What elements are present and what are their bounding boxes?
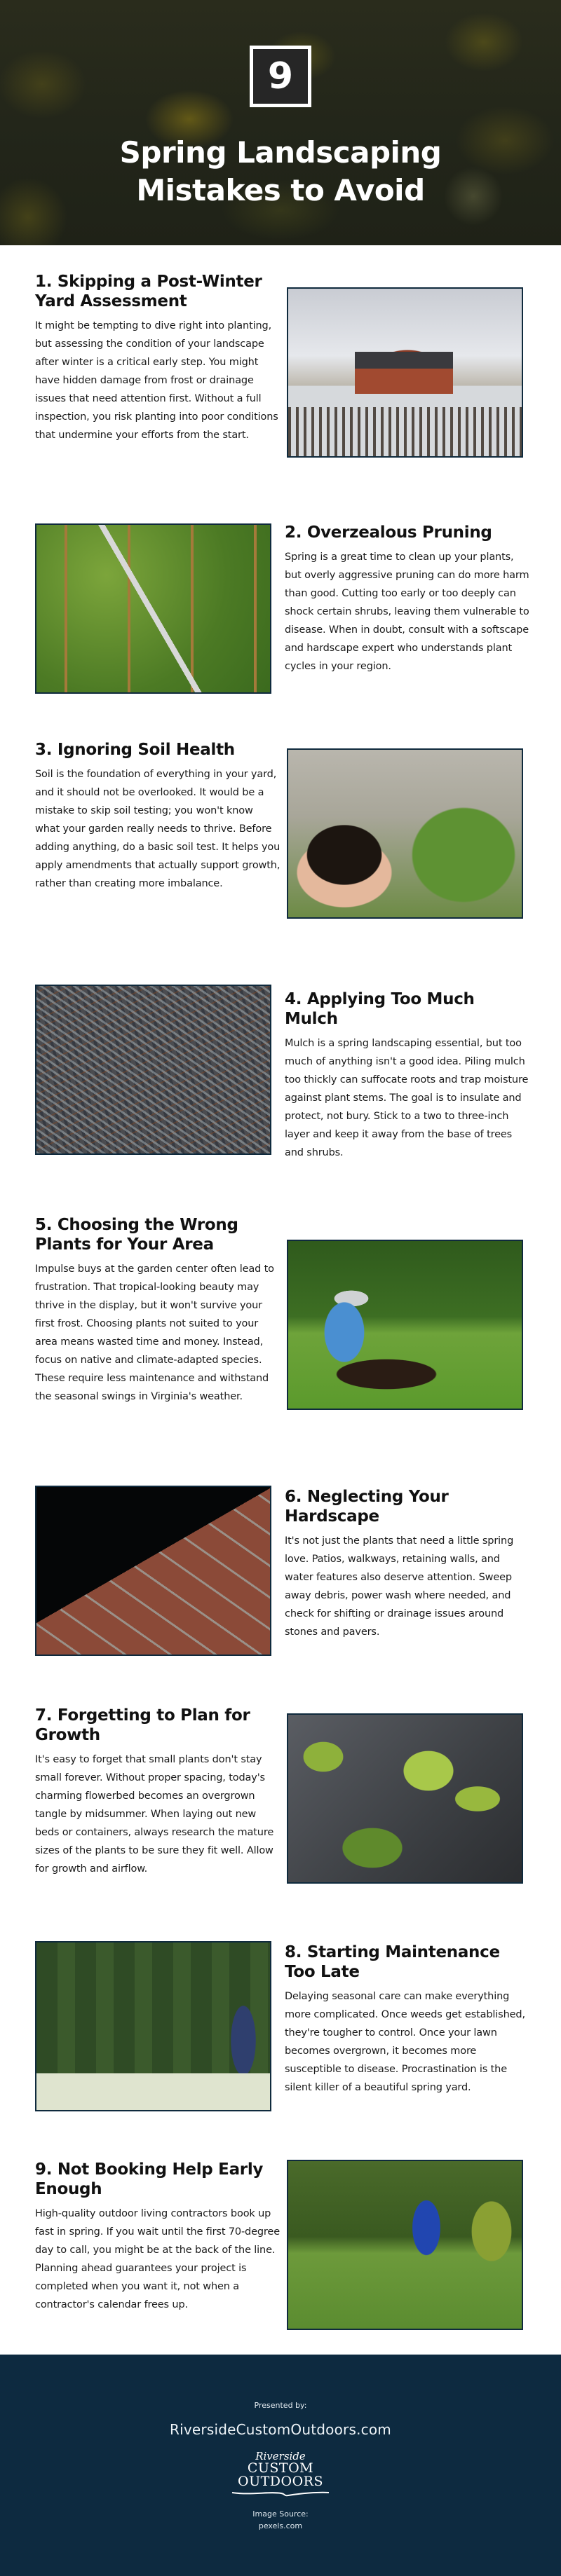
company-logo	[228, 2451, 333, 2503]
mistake-section-7	[0, 1689, 561, 1913]
section-body: It's easy to forget that small plants don't stay small forever. Without proper spacing, today's charming flowerbed becomes an overgrown tangle by midsummer. When laying out new beds or containers, always research the mature sizes of the plants to be sure they fit well. Allow for growth and airflow.	[35, 1754, 274, 1875]
presented-by-label: Presented by:	[254, 2401, 307, 2410]
worker-trimming-lawn-photo	[35, 1941, 271, 2111]
section-body: Spring is a great time to clean up your plants, but overly aggressive pruning can do more harm than good. Cutting too early or too deeply can shock certain shrubs, leaving them vulnerable to disease. When in doubt, consult with a softscape and hardscape expert who understands plant cycles in your region.	[285, 551, 529, 672]
section-body: Soil is the foundation of everything in your yard, and it should not be overlooked. It would be a mistake to skip soil testing; you won't know what your garden really needs to thrive. Before adding anything, do a basic soil test. It helps you apply amendments that actually support growth, rather than creating more imbalance.	[35, 769, 280, 889]
winter-house-photo	[287, 287, 523, 458]
footer	[0, 2355, 561, 2576]
section-heading: 8. Starting Maintenance Too Late	[285, 1943, 500, 1981]
logo-line-2: OUTDOORS	[238, 2474, 323, 2489]
mistake-section-1	[0, 259, 561, 491]
section-heading: 9. Not Booking Help Early Enough	[35, 2160, 264, 2198]
title-line-2: Mistakes to Avoid	[136, 173, 425, 207]
green-leaves-photo	[287, 1713, 523, 1884]
mistake-section-4	[0, 974, 561, 1184]
wood-mulch-photo	[35, 985, 271, 1155]
section-heading: 7. Forgetting to Plan for Growth	[35, 1706, 250, 1744]
image-source-label: Image Source:	[252, 2509, 309, 2519]
image-source-value: pexels.com	[258, 2521, 303, 2530]
section-heading: 2. Overzealous Pruning	[285, 523, 492, 542]
page-title	[120, 134, 442, 210]
mistake-section-3	[0, 729, 561, 953]
company-website-link[interactable]: RiversideCustomOutdoors.com	[170, 2421, 391, 2438]
mistake-section-2	[0, 512, 561, 715]
mistake-section-8	[0, 1927, 561, 2130]
section-heading: 3. Ignoring Soil Health	[35, 741, 235, 759]
section-body: Delaying seasonal care can make everything more complicated. Once weeds get established, they're tougher to control. Once your lawn becomes overgrown, it becomes more susceptible to disease. Procrastination is the silent killer of a beautiful spring yard.	[285, 1991, 525, 2093]
section-heading: 1. Skipping a Post-Winter Yard Assessment	[35, 273, 262, 310]
hands-holding-soil-photo	[287, 748, 523, 919]
logo-line-1: CUSTOM	[247, 2460, 314, 2476]
section-body: Impulse buys at the garden center often lead to frustration. That tropical-looking beauty may thrive in the display, but it won't survive your first frost. Choosing plants not suited to your area means wasted time and money. Instead, focus on native and climate-adapted species. These require less maintenance and withstand the seasonal swings in Virginia's weather.	[35, 1263, 274, 1402]
mistake-section-6	[0, 1472, 561, 1675]
hero-banner	[0, 0, 561, 245]
section-body: It might be tempting to dive right into planting, but assessing the condition of your landscape after winter is a critical early step. You might have hidden damage from frost or drainage issues that need attention first. Without a full inspection, you risk planting into poor conditions that undermine your efforts from the start.	[35, 320, 278, 441]
section-heading: 6. Neglecting Your Hardscape	[285, 1488, 449, 1526]
section-heading: 5. Choosing the Wrong Plants for Your Area	[35, 1216, 238, 1254]
section-body: High-quality outdoor living contractors book up fast in spring. If you wait until the first 70-degree day to call, you might be at the back of the line. Planning ahead guarantees your project is completed when you want it, not when a contractor's calendar frees up.	[35, 2208, 280, 2310]
mistake-count-badge	[250, 46, 311, 107]
gardener-planting-tree-photo	[287, 1240, 523, 1410]
brick-pavers-photo	[35, 1486, 271, 1656]
mistake-section-9	[0, 2144, 561, 2348]
section-body: Mulch is a spring landscaping essential, but too much of anything isn't a good idea. Piling mulch too thickly can suffocate roots and trap moisture against plant stems. The goal is to insulate and protect, not bury. Stick to a two to three-inch layer and keep it away from the base of trees and shrubs.	[285, 1038, 529, 1158]
mistake-count: 9	[267, 55, 294, 97]
mistake-section-5	[0, 1198, 561, 1458]
section-heading: 4. Applying Too Much Mulch	[285, 990, 475, 1028]
section-body: It's not just the plants that need a little spring love. Patios, walkways, retaining walls, and water features also deserve attention. Sweep away debris, power wash where needed, and check for shifting or drainage issues around stones and pavers.	[285, 1535, 514, 1638]
worker-raking-garden-photo	[287, 2160, 523, 2330]
title-line-1: Spring Landscaping	[119, 135, 442, 170]
logo-wave-icon	[231, 2490, 330, 2497]
logo-script-text: Riverside	[255, 2450, 306, 2462]
pruning-shears-photo	[35, 523, 271, 694]
